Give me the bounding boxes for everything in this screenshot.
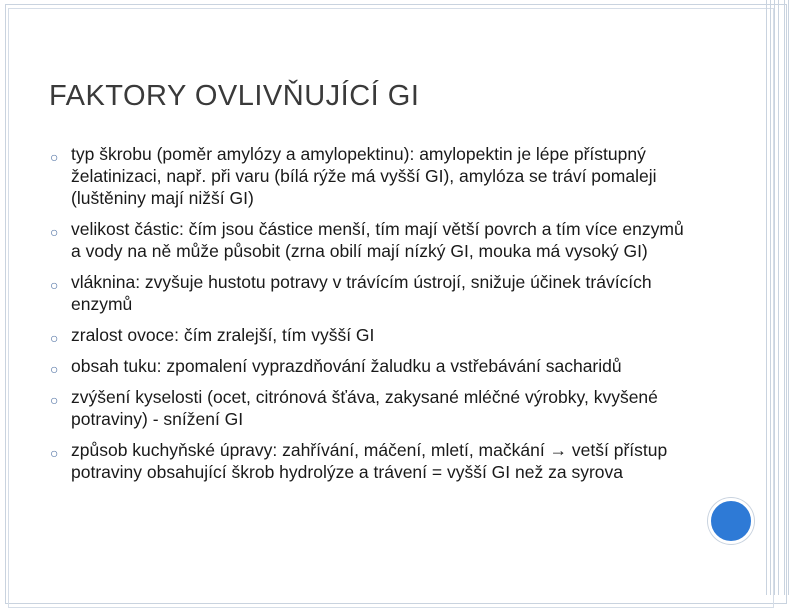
slide-title: FAKTORY OVLIVŇUJÍCÍ GI: [49, 80, 420, 112]
list-item-text: velikost částic: čím jsou částice menší, tím mají větší povrch a tím více enzymů a vody na ně může působit (zrna obilí mají nízký GI, mouka má vysoký GI): [71, 219, 684, 261]
list-item: [48, 355, 688, 377]
list-item: [48, 439, 688, 483]
list-item: [48, 386, 688, 430]
hollow-circle-bullet-icon: ○: [50, 277, 59, 293]
list-item-text: typ škrobu (poměr amylózy a amylopektinu): amylopektin je lépe přístupný želatinizaci, např. při varu (bílá rýže má vyšší GI), amylóza se tráví pomaleji (luštěniny mají nižší GI): [71, 144, 657, 208]
decorative-circle: [708, 498, 754, 544]
list-item-text: zvýšení kyselosti (ocet, citrónová šťáva, zakysané mléčné výrobky, kvyšené potraviny) - snížení GI: [71, 387, 658, 429]
list-item: [48, 218, 688, 262]
bullet-list: [48, 143, 688, 492]
hollow-circle-bullet-icon: ○: [50, 392, 59, 408]
list-item: [48, 143, 688, 209]
list-item-text: obsah tuku: zpomalení vyprazdňování žaludku a vstřebávání sacharidů: [71, 356, 622, 376]
list-item-text: zralost ovoce: čím zralejší, tím vyšší GI: [71, 325, 375, 345]
decorative-side-stripes: [760, 0, 794, 595]
list-item-text: způsob kuchyňské úpravy: zahřívání, máčení, mletí, mačkání → vetší přístup potraviny obsahující škrob hydrolýze a trávení = vyšší GI než za syrova: [71, 440, 668, 482]
hollow-circle-bullet-icon: ○: [50, 445, 59, 461]
hollow-circle-bullet-icon: ○: [50, 361, 59, 377]
list-item: [48, 271, 688, 315]
hollow-circle-bullet-icon: ○: [50, 149, 59, 165]
list-item: [48, 324, 688, 346]
hollow-circle-bullet-icon: ○: [50, 224, 59, 240]
list-item-text: vláknina: zvyšuje hustotu potravy v trávícím ústrojí, snižuje účinek trávících enzymů: [71, 272, 652, 314]
hollow-circle-bullet-icon: ○: [50, 330, 59, 346]
